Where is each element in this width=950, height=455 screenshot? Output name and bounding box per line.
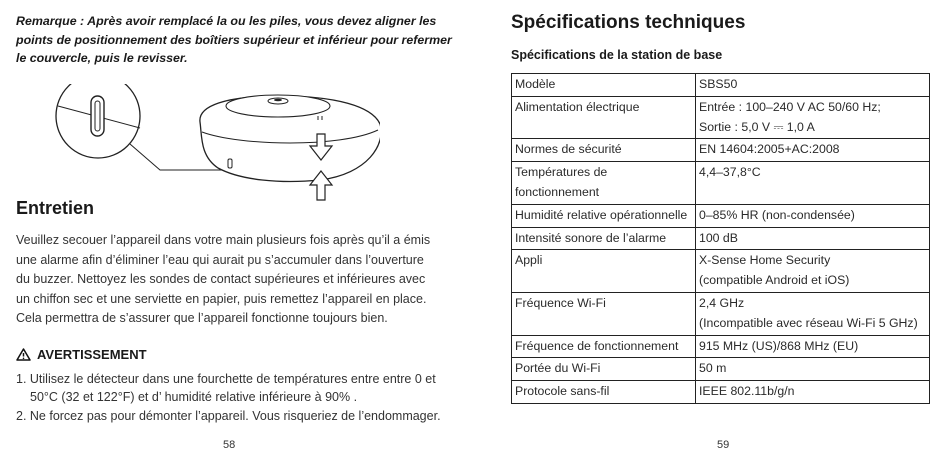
remark-text: Remarque : Après avoir remplacé la ou les piles, vous devez aligner les points de positionnement des boîtiers supérieur et inférieur pour refermer le couvercle, puis le revisser.	[16, 14, 452, 65]
spec-key: Alimentation électrique	[512, 96, 696, 139]
spec-value	[696, 162, 930, 205]
spec-value-line: 915 MHz (US)/868 MHz (EU)	[699, 338, 859, 353]
spec-value-line: (compatible Android et iOS)	[699, 273, 850, 288]
spec-value-line: Entrée : 100–240 V AC 50/60 Hz;	[699, 99, 881, 114]
spec-value	[696, 96, 930, 139]
spec-value-line: EN 14604:2005+AC:2008	[699, 142, 840, 157]
spec-value	[696, 227, 930, 250]
page-number-right: 59	[717, 439, 730, 451]
spec-row	[512, 250, 930, 293]
spec-key: Normes de sécurité	[512, 139, 696, 162]
spec-row	[512, 358, 930, 381]
spec-row	[512, 381, 930, 404]
spec-value-line: 50 m	[699, 361, 727, 376]
spec-value	[696, 139, 930, 162]
alignment-slot	[91, 96, 104, 136]
spec-key: Appli	[512, 250, 696, 293]
spec-value-line: 4,4–37,8°C	[699, 165, 761, 180]
spec-row	[512, 74, 930, 97]
spec-value	[696, 358, 930, 381]
spec-key: Protocole sans-fil	[512, 381, 696, 404]
page-number-left: 58	[223, 439, 236, 451]
entretien-body: Veuillez secouer l’appareil dans votre main plusieurs fois après qu’il a émis une alarme afin d’éliminer l’eau qui aurait pu s’accumuler dans l’ouverture du buzzer. Nettoyez les sondes de contact supérieures et inférieures avec un chiffon sec et une serviette en papier, puis remettez l’appareil en place. Cela permettra de s’assurer que l’appareil fonctionne toujours bien.	[16, 233, 431, 325]
spec-value-line: 100 dB	[699, 230, 738, 245]
left-page	[0, 0, 470, 455]
section-title-entretien: Entretien	[16, 198, 95, 218]
spec-title: Spécifications techniques	[511, 12, 746, 33]
warning-list	[16, 370, 446, 426]
spec-row	[512, 227, 930, 250]
device-alignment-illustration	[50, 84, 380, 204]
warning-heading	[16, 347, 147, 362]
right-page	[475, 0, 950, 455]
spec-row	[512, 292, 930, 335]
spec-key: Températures de fonctionnement	[512, 162, 696, 205]
spec-key: Fréquence Wi-Fi	[512, 292, 696, 335]
spec-value-line: SBS50	[699, 77, 738, 91]
spec-value-line: Sortie : 5,0 V ⎓ 1,0 A	[699, 119, 815, 134]
warning-triangle-icon	[16, 348, 31, 361]
spec-value	[696, 204, 930, 227]
spec-value	[696, 335, 930, 358]
spec-key: Humidité relative opérationnelle	[512, 204, 696, 227]
spec-key: Portée du Wi-Fi	[512, 358, 696, 381]
spec-row	[512, 139, 930, 162]
spec-value-line: IEEE 802.11b/g/n	[699, 384, 795, 399]
spec-value-line: 0–85% HR (non-condensée)	[699, 207, 855, 222]
spec-table	[511, 73, 930, 404]
spec-key: Fréquence de fonctionnement	[512, 335, 696, 358]
spec-row	[512, 96, 930, 139]
warning-item: 1. Utilisez le détecteur dans une fourchette de températures entre entre 0 et 50°C (32 et 122°F) et d’ humidité relative inférieure à 90% .	[16, 372, 436, 404]
warning-title: AVERTISSEMENT	[37, 347, 147, 362]
spec-row	[512, 204, 930, 227]
spec-value-line: (Incompatible avec réseau Wi-Fi 5 GHz)	[699, 315, 918, 330]
spec-row	[512, 162, 930, 205]
spec-subtitle: Spécifications de la station de base	[511, 48, 723, 62]
warning-item: 2. Ne forcez pas pour démonter l’appareil. Vous risqueriez de l’endommager.	[16, 409, 441, 423]
spec-value-line: 2,4 GHz	[699, 295, 745, 310]
spec-value	[696, 381, 930, 404]
spec-value-line: X-Sense Home Security	[699, 253, 831, 268]
spec-row	[512, 335, 930, 358]
spec-key: Intensité sonore de l’alarme	[512, 227, 696, 250]
spec-value	[696, 74, 930, 97]
spec-key: Modèle	[512, 74, 696, 97]
spec-value	[696, 250, 930, 293]
spec-value	[696, 292, 930, 335]
